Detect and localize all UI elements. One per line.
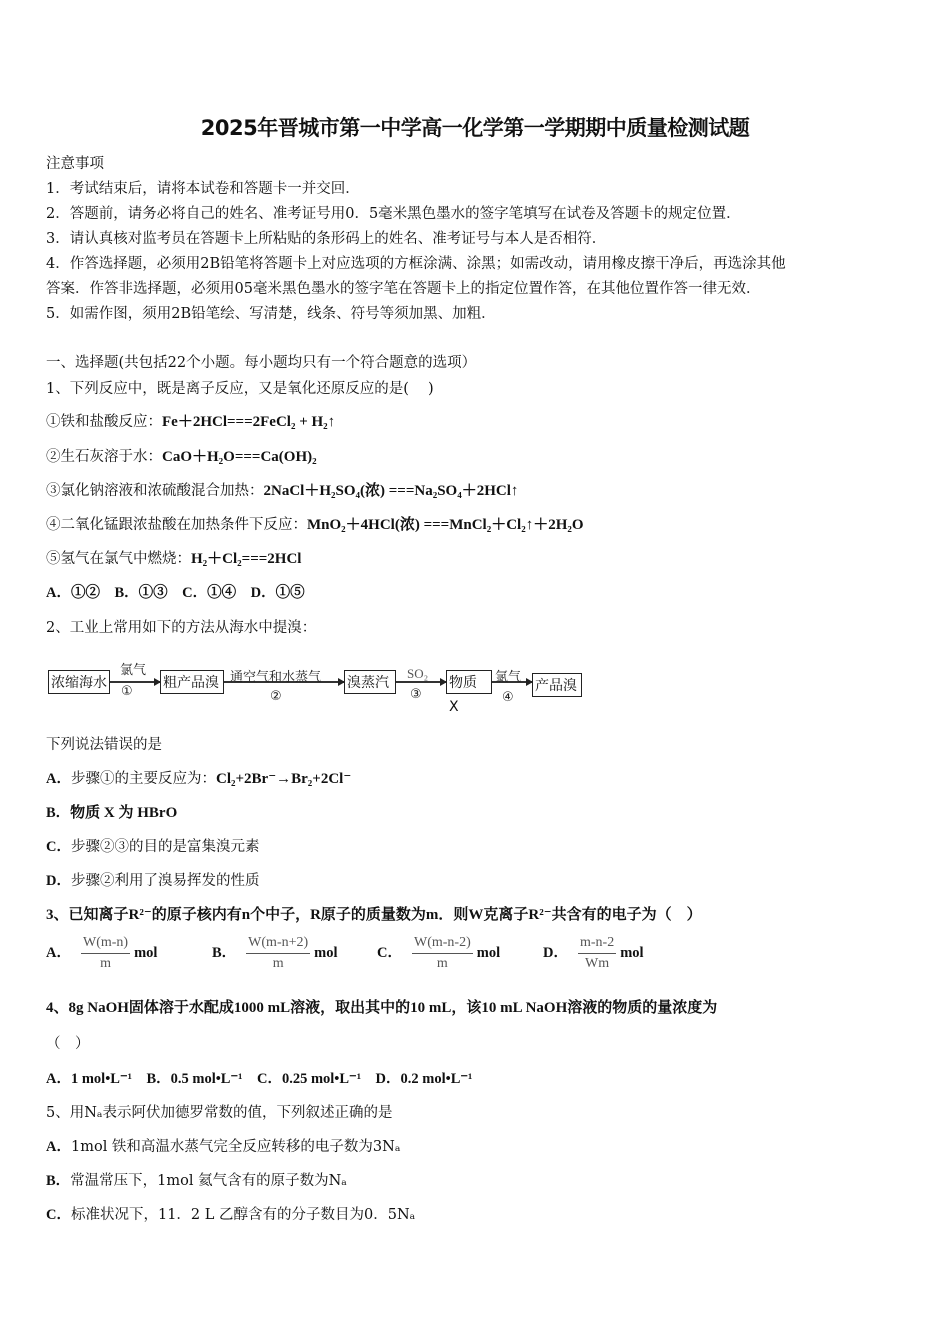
- numerator: W(m-n+2): [246, 935, 310, 954]
- option-letter: D．: [543, 944, 568, 961]
- question-stem: 1、下列反应中，既是离子反应，又是氧化还原反应的是( ): [46, 381, 434, 397]
- answer-option: [46, 1169, 347, 1190]
- fraction: [412, 935, 473, 972]
- option-letter: B．: [212, 944, 237, 961]
- option-text: 标准状况下，11．2 L 乙醇含有的分子数目为0．5Nₐ: [70, 1207, 416, 1223]
- reaction-equation: CaO＋H₂O===Ca(OH)₂: [162, 449, 317, 465]
- note-item: 5．如需作图，须用2B铅笔绘、写清楚，线条、符号等须加黑、加粗．: [46, 306, 496, 322]
- note-item: 4．作答选择题，必须用2B铅笔将答题卡上对应选项的方框涂满、涂黑；如需改动，请用橡皮擦干净后，再选涂其他: [46, 256, 786, 272]
- unit: mol: [620, 944, 644, 961]
- reaction-equation: H₂＋Cl₂===2HCl: [191, 551, 302, 567]
- answer-option: [377, 935, 500, 972]
- reaction-label: ②生石灰溶于水：: [46, 449, 162, 465]
- question-stem: 4、8g NaOH固体溶于水配成1000 mL溶液，取出其中的10 mL，该10 mL NaOH溶液的物质的量浓度为: [46, 1000, 718, 1016]
- option-text: 常温常压下，1mol 氦气含有的原子数为Nₐ: [70, 1173, 347, 1189]
- unit: mol: [476, 944, 501, 961]
- option-equation: Cl₂+2Br⁻→Br₂+2Cl⁻: [215, 771, 352, 787]
- flow-reagent: SO₂: [407, 666, 429, 681]
- reaction-label: ⑤氢气在氯气中燃烧：: [46, 551, 191, 567]
- reaction-item: [46, 513, 584, 534]
- note-item: 答案．作答非选择题，必须用05毫米黑色墨水的签字笔在答题卡上的指定位置作答，在其他位置作答一律无效．: [46, 281, 761, 297]
- reaction-item: [46, 479, 518, 500]
- option-letter: A．: [46, 1139, 71, 1155]
- flow-reagent: 氯气: [495, 670, 522, 685]
- section-heading: 一、选择题(共包括22个小题。每小题均只有一个符合题意的选项）: [46, 355, 477, 371]
- reaction-label: ③氯化钠溶液和浓硫酸混合加热：: [46, 483, 264, 499]
- fraction: [578, 935, 616, 972]
- reaction-item: [46, 410, 335, 431]
- reaction-item: [46, 547, 301, 568]
- fraction: [246, 935, 310, 972]
- answer-option: [46, 835, 259, 856]
- option-text: 步骤②利用了溴易挥发的性质: [70, 873, 260, 889]
- option-text: 步骤②③的目的是富集溴元素: [70, 839, 260, 855]
- question-stem: 3、已知离子R²⁻的原子核内有n个中子，R原子的质量数为m．则W克离子R²⁻共含有的电子为（ ）: [46, 907, 702, 923]
- denominator: m: [100, 956, 111, 971]
- option-letter: C．: [46, 1207, 71, 1223]
- arrow-icon: [110, 681, 160, 683]
- answer-option: [46, 1135, 400, 1156]
- note-item: 3．请认真核对监考员在答题卡上所粘贴的条形码上的姓名、准考证号与本人是否相符．: [46, 231, 607, 247]
- fraction: [81, 935, 130, 972]
- answer-paren: （ ）: [46, 1036, 90, 1052]
- flow-box: 物质 X: [446, 670, 492, 694]
- flow-reagent: 通空气和水蒸气: [230, 670, 322, 685]
- answer-options: A．1 mol•L⁻¹ B．0.5 mol•L⁻¹ C．0.25 mol•L⁻¹ D．0.2 mol•L⁻¹: [46, 1071, 473, 1087]
- question-stem: 5、用Nₐ表示阿伏加德罗常数的值，下列叙述正确的是: [46, 1105, 393, 1121]
- answer-option: [46, 869, 259, 890]
- unit: mol: [314, 944, 338, 961]
- reaction-item: [46, 445, 317, 466]
- flow-step: ④: [502, 690, 514, 705]
- flow-box: 产品溴: [532, 673, 582, 697]
- flow-reagent: 氯气: [120, 663, 147, 678]
- flow-box: 粗产品溴: [160, 670, 224, 694]
- flow-step: ①: [121, 684, 133, 699]
- reaction-label: ④二氧化锰跟浓盐酸在加热条件下反应：: [46, 517, 307, 533]
- note-item: 2．答题前，请务必将自己的姓名、准考证号用0．5毫米黑色墨水的签字笔填写在试卷及答题卡的规定位置．: [46, 206, 741, 222]
- option-letter: A．: [46, 944, 71, 961]
- reaction-equation: MnO₂＋4HCl(浓) ===MnCl₂＋Cl₂↑＋2H₂O: [307, 517, 584, 533]
- question-prompt: 下列说法错误的是: [46, 737, 162, 753]
- unit: mol: [134, 944, 158, 961]
- option-letter: C．: [46, 839, 71, 855]
- reaction-label: ①铁和盐酸反应：: [46, 414, 162, 430]
- question-stem: 2、工业上常用如下的方法从海水中提溴：: [46, 620, 317, 636]
- option-letter: B．: [46, 1173, 71, 1189]
- numerator: W(m-n-2): [412, 935, 473, 954]
- option-text: 步骤①的主要反应为：: [70, 771, 216, 787]
- denominator: Wm: [585, 956, 610, 971]
- answer-option: [46, 935, 157, 972]
- flow-box: 溴蒸汽: [344, 670, 396, 694]
- answer-option: [543, 935, 644, 972]
- denominator: m: [272, 956, 284, 971]
- denominator: m: [436, 956, 448, 971]
- option-text: 1mol 铁和高温水蒸气完全反应转移的电子数为3Nₐ: [70, 1139, 401, 1155]
- answer-option: [46, 767, 351, 788]
- flow-step: ③: [410, 687, 422, 702]
- numerator: W(m-n): [81, 935, 130, 954]
- answer-option: [212, 935, 338, 972]
- page-title: 2025年晋城市第一中学高一化学第一学期期中质量检测试题: [200, 116, 750, 140]
- flow-box: 浓缩海水: [48, 670, 110, 694]
- numerator: m-n-2: [578, 935, 616, 954]
- option-letter: C．: [377, 944, 402, 961]
- reaction-equation: Fe＋2HCl===2FeCl₂ + H₂↑: [162, 414, 336, 430]
- option-letter: D．: [46, 873, 71, 889]
- option-letter: A．: [46, 771, 71, 787]
- option-letter: B．: [46, 805, 71, 821]
- flow-step: ②: [270, 689, 282, 704]
- answer-options: A．①② B．①③ C．①④ D．①⑤: [46, 585, 305, 601]
- notes-heading: 注意事项: [46, 156, 104, 172]
- note-item: 1．考试结束后，请将本试卷和答题卡一并交回．: [46, 181, 360, 197]
- option-text: 物质 X 为 HBrO: [70, 805, 178, 821]
- answer-option: [46, 1203, 415, 1224]
- answer-option: [46, 801, 177, 822]
- reaction-equation: 2NaCl＋H₂SO₄(浓) ===Na₂SO₄＋2HCl↑: [263, 483, 519, 499]
